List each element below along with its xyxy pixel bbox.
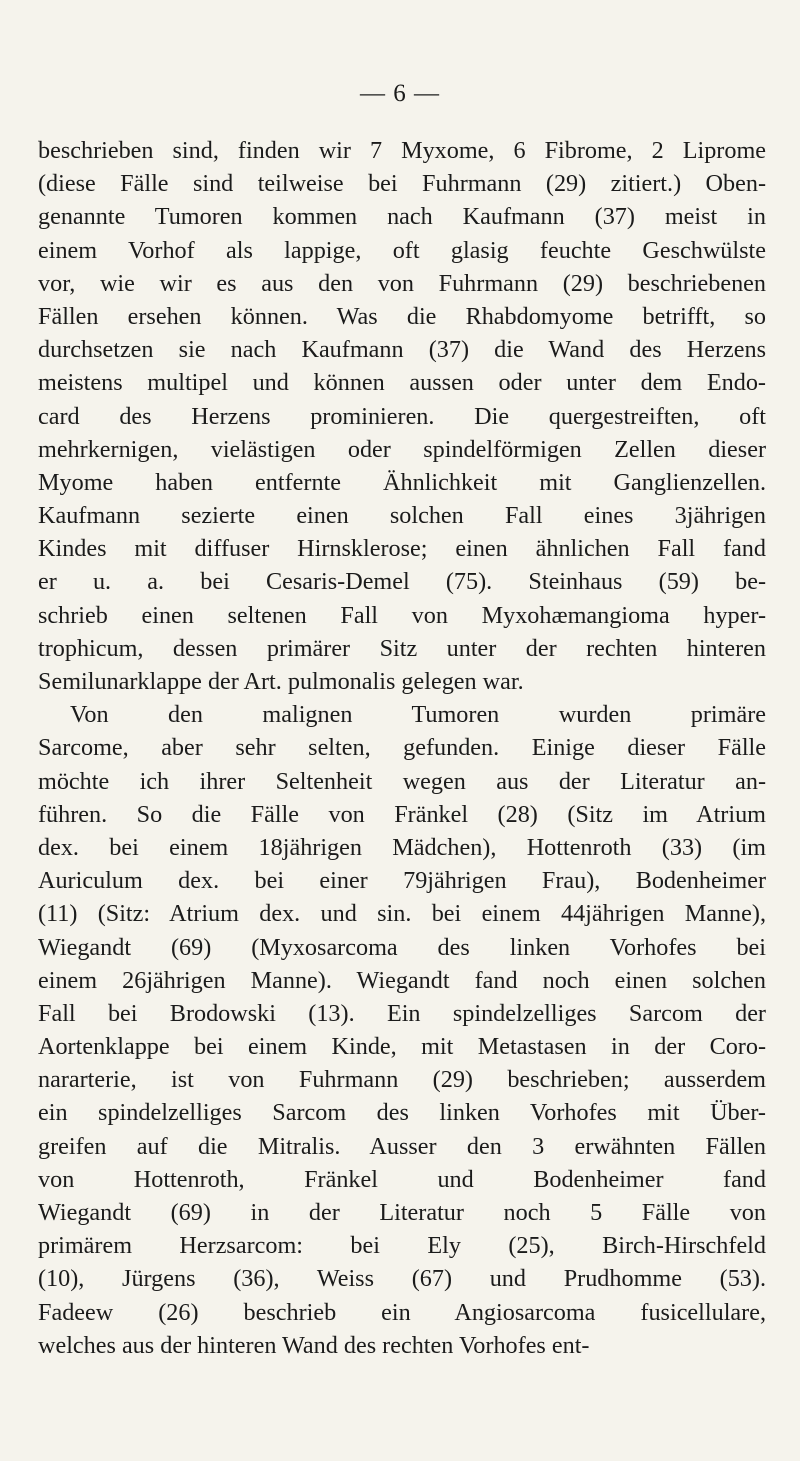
- text-line: (10), Jürgens (36), Weiss (67) und Prudhomme (53).: [38, 1265, 766, 1293]
- text-line: ein spindelzelliges Sarcom des linken Vorhofes mit Über-: [38, 1099, 766, 1127]
- text-line: card des Herzens prominieren. Die quergestreiften, oft: [38, 402, 766, 430]
- text-line: mehrkernigen, vielästigen oder spindelförmigen Zellen dieser: [38, 435, 766, 463]
- text-line: trophicum, dessen primärer Sitz unter der rechten hinteren: [38, 634, 766, 662]
- text-line: einem 26jährigen Manne). Wiegandt fand noch einen solchen: [38, 966, 766, 994]
- text-line: Von den malignen Tumoren wurden primäre: [70, 701, 766, 729]
- text-line: Sarcome, aber sehr selten, gefunden. Einige dieser Fälle: [38, 734, 766, 762]
- text-line: vor, wie wir es aus den von Fuhrmann (29) beschriebenen: [38, 269, 766, 297]
- text-line: einem Vorhof als lappige, oft glasig feuchte Geschwülste: [38, 236, 766, 264]
- text-line: primärem Herzsarcom: bei Ely (25), Birch-Hirschfeld: [38, 1232, 766, 1260]
- text-line: (diese Fälle sind teilweise bei Fuhrmann (29) zitiert.) Oben-: [38, 170, 766, 198]
- text-line: von Hottenroth, Fränkel und Bodenheimer fand: [38, 1165, 766, 1193]
- text-line: genannte Tumoren kommen nach Kaufmann (37) meist in: [38, 203, 766, 231]
- text-line: greifen auf die Mitralis. Ausser den 3 erwähnten Fällen: [38, 1132, 766, 1160]
- text-line: Wiegandt (69) (Myxosarcoma des linken Vorhofes bei: [38, 933, 766, 961]
- text-line: führen. So die Fälle von Fränkel (28) (Sitz im Atrium: [38, 800, 766, 828]
- text-line: beschrieben sind, finden wir 7 Myxome, 6 Fibrome, 2 Liprome: [38, 137, 766, 164]
- text-line: Auriculum dex. bei einer 79jährigen Frau), Bodenheimer: [38, 867, 766, 895]
- text-line: Kindes mit diffuser Hirnsklerose; einen ähnlichen Fall fand: [38, 535, 766, 563]
- text-line: Fadeew (26) beschrieb ein Angiosarcoma fusicellulare,: [38, 1298, 766, 1326]
- text-line: er u. a. bei Cesaris-Demel (75). Steinhaus (59) be-: [38, 568, 766, 596]
- text-line: (11) (Sitz: Atrium dex. und sin. bei einem 44jährigen Manne),: [38, 900, 766, 928]
- text-line: meistens multipel und können aussen oder unter dem Endo-: [38, 369, 766, 397]
- text-line: Fall bei Brodowski (13). Ein spindelzelliges Sarcom der: [38, 999, 766, 1027]
- body-text: [38, 134, 766, 1362]
- text-line: Fällen ersehen können. Was die Rhabdomyome betrifft, so: [38, 302, 766, 330]
- text-line: Myome haben entfernte Ähnlichkeit mit Ganglienzellen.: [38, 468, 766, 496]
- page-number: — 6 —: [360, 80, 440, 107]
- text-line: dex. bei einem 18jährigen Mädchen), Hottenroth (33) (im: [38, 833, 766, 861]
- text-line: welches aus der hinteren Wand des rechten Vorhofes ent-: [38, 1331, 590, 1359]
- text-line: schrieb einen seltenen Fall von Myxohæmangioma hyper-: [38, 601, 766, 629]
- text-line: Kaufmann sezierte einen solchen Fall eines 3jährigen: [38, 502, 766, 530]
- text-line: möchte ich ihrer Seltenheit wegen aus der Literatur an-: [38, 767, 766, 795]
- text-line: nararterie, ist von Fuhrmann (29) beschrieben; ausserdem: [38, 1066, 766, 1094]
- text-line: Wiegandt (69) in der Literatur noch 5 Fälle von: [38, 1199, 766, 1226]
- text-line: durchsetzen sie nach Kaufmann (37) die Wand des Herzens: [38, 336, 766, 364]
- text-line: Aortenklappe bei einem Kinde, mit Metastasen in der Coro-: [38, 1033, 766, 1061]
- text-line: Semilunarklappe der Art. pulmonalis gelegen war.: [38, 668, 524, 695]
